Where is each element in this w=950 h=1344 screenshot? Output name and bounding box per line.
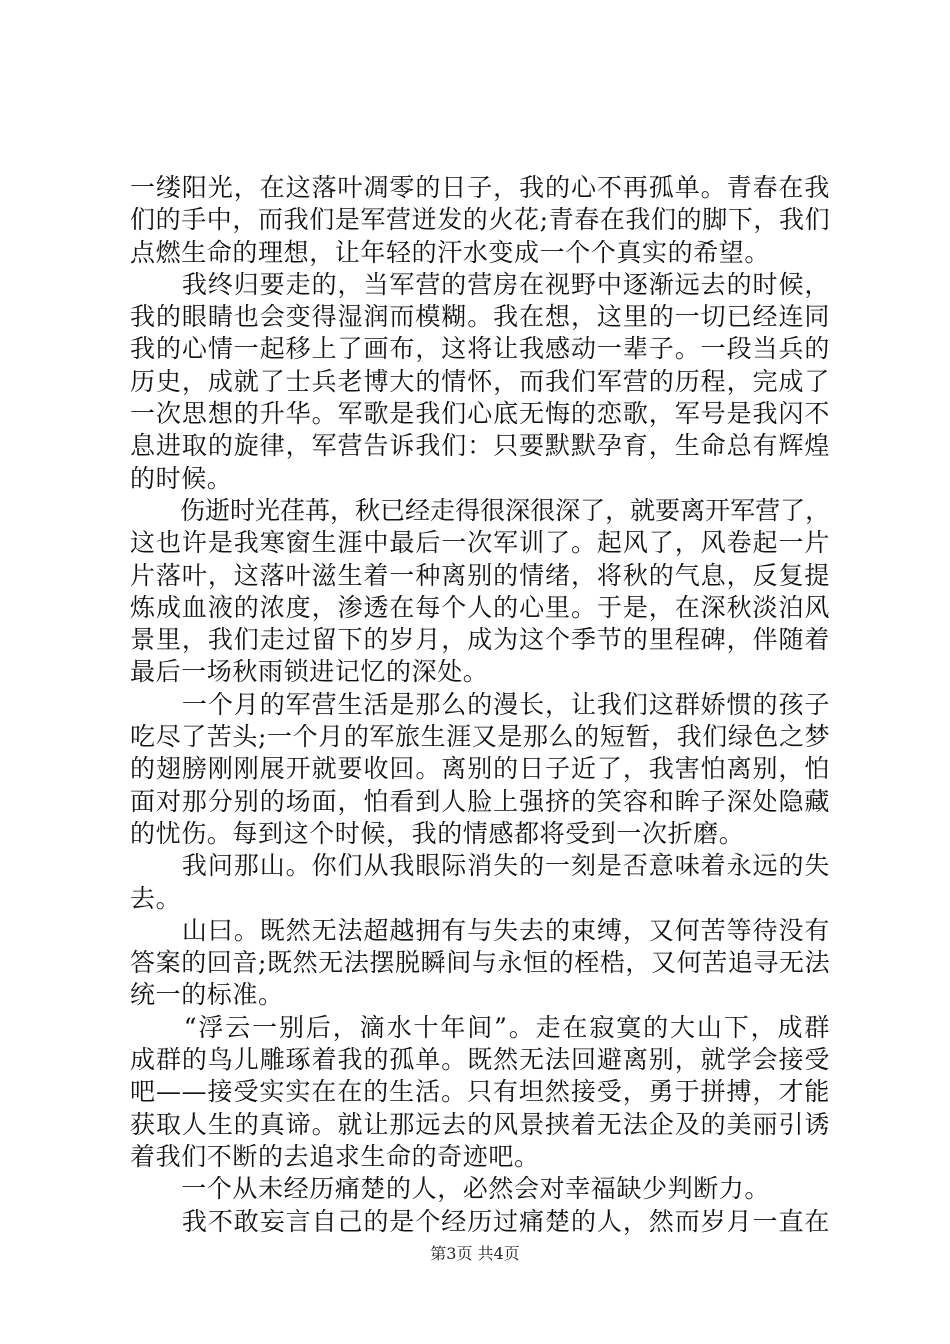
text-line: 我终归要走的，当军营的营房在视野中逐渐远去的时候， — [130, 269, 830, 299]
text-line: 伤逝时光荏苒，秋已经走得很深很深了，就要离开军营了， — [130, 495, 830, 525]
text-line: 一个月的军营生活是那么的漫长，让我们这群娇惯的孩子 — [130, 689, 830, 719]
text-line: 我问那山。你们从我眼际消失的一刻是否意味着永远的失 — [130, 851, 830, 881]
text-line: 我不敢妄言自己的是个经历过痛楚的人，然而岁月一直在 — [130, 1206, 830, 1236]
text-line: 着我们不断的去追求生命的奇迹吧。 — [130, 1141, 540, 1171]
page-footer: 第3页 共4页 — [430, 1244, 520, 1263]
text-line: 们的手中，而我们是军营迸发的火花;青春在我们的脚下，我们 — [130, 205, 831, 235]
text-line: 息进取的旋律，军营告诉我们：只要默默孕育，生命总有辉煌 — [130, 431, 830, 461]
text-line: 一个从未经历痛楚的人，必然会对幸福缺少判断力。 — [130, 1174, 771, 1204]
text-line: 景里，我们走过留下的岁月，成为这个季节的里程碑，伴随着 — [130, 625, 830, 655]
text-line: 我的心情一起移上了画布，这将让我感动一辈子。一段当兵的 — [130, 334, 830, 364]
text-line: 吧——接受实实在在的生活。只有坦然接受，勇于拼搏，才能 — [130, 1077, 830, 1107]
text-line: 的忧伤。每到这个时候，我的情感都将受到一次折磨。 — [130, 818, 745, 848]
text-line: 的翅膀刚刚展开就要收回。离别的日子近了，我害怕离别，怕 — [130, 754, 830, 784]
text-line: 历史，成就了士兵老博大的情怀，而我们军营的历程，完成了 — [130, 366, 830, 396]
text-line: 吃尽了苦头;一个月的军旅生涯又是那么的短暂，我们绿色之梦 — [130, 722, 831, 752]
text-line: 统一的标准。 — [130, 980, 284, 1010]
text-line: 获取人生的真谛。就让那远去的风景挟着无法企及的美丽引诱 — [130, 1109, 830, 1139]
text-line: 的时候。 — [130, 463, 233, 493]
text-line: 一次思想的升华。军歌是我们心底无悔的恋歌，军号是我闪不 — [130, 399, 830, 429]
text-line: 答案的回音;既然无法摆脱瞬间与永恒的桎梏，又何苦追寻无法 — [130, 948, 831, 978]
text-line: 去。 — [130, 883, 182, 913]
text-line: 成群的鸟儿雕琢着我的孤单。既然无法回避离别，就学会接受 — [130, 1045, 830, 1075]
text-line: 我的眼睛也会变得湿润而模糊。我在想，这里的一切已经连同 — [130, 302, 830, 332]
text-line: 最后一场秋雨锁进记忆的深处。 — [130, 657, 489, 687]
text-line: 一缕阳光，在这落叶凋零的日子，我的心不再孤单。青春在我 — [130, 173, 830, 202]
text-line: 点燃生命的理想，让年轻的汗水变成一个个真实的希望。 — [130, 237, 771, 267]
body-text — [130, 172, 830, 1238]
text-line: 山曰。既然无法超越拥有与失去的束缚，又何苦等待没有 — [130, 915, 830, 945]
text-line: “浮云一别后，滴水十年间”。走在寂寞的大山下，成群 — [130, 1012, 830, 1042]
text-line: 这也许是我寒窗生涯中最后一次军训了。起风了，风卷起一片 — [130, 528, 830, 558]
text-line: 片落叶，这落叶滋生着一种离别的情绪，将秋的气息，反复提 — [130, 560, 830, 590]
text-line: 面对那分别的场面，怕看到人脸上强挤的笑容和眸子深处隐藏 — [130, 786, 830, 816]
text-line: 炼成血液的浓度，渗透在每个人的心里。于是，在深秋淡泊风 — [130, 592, 830, 622]
